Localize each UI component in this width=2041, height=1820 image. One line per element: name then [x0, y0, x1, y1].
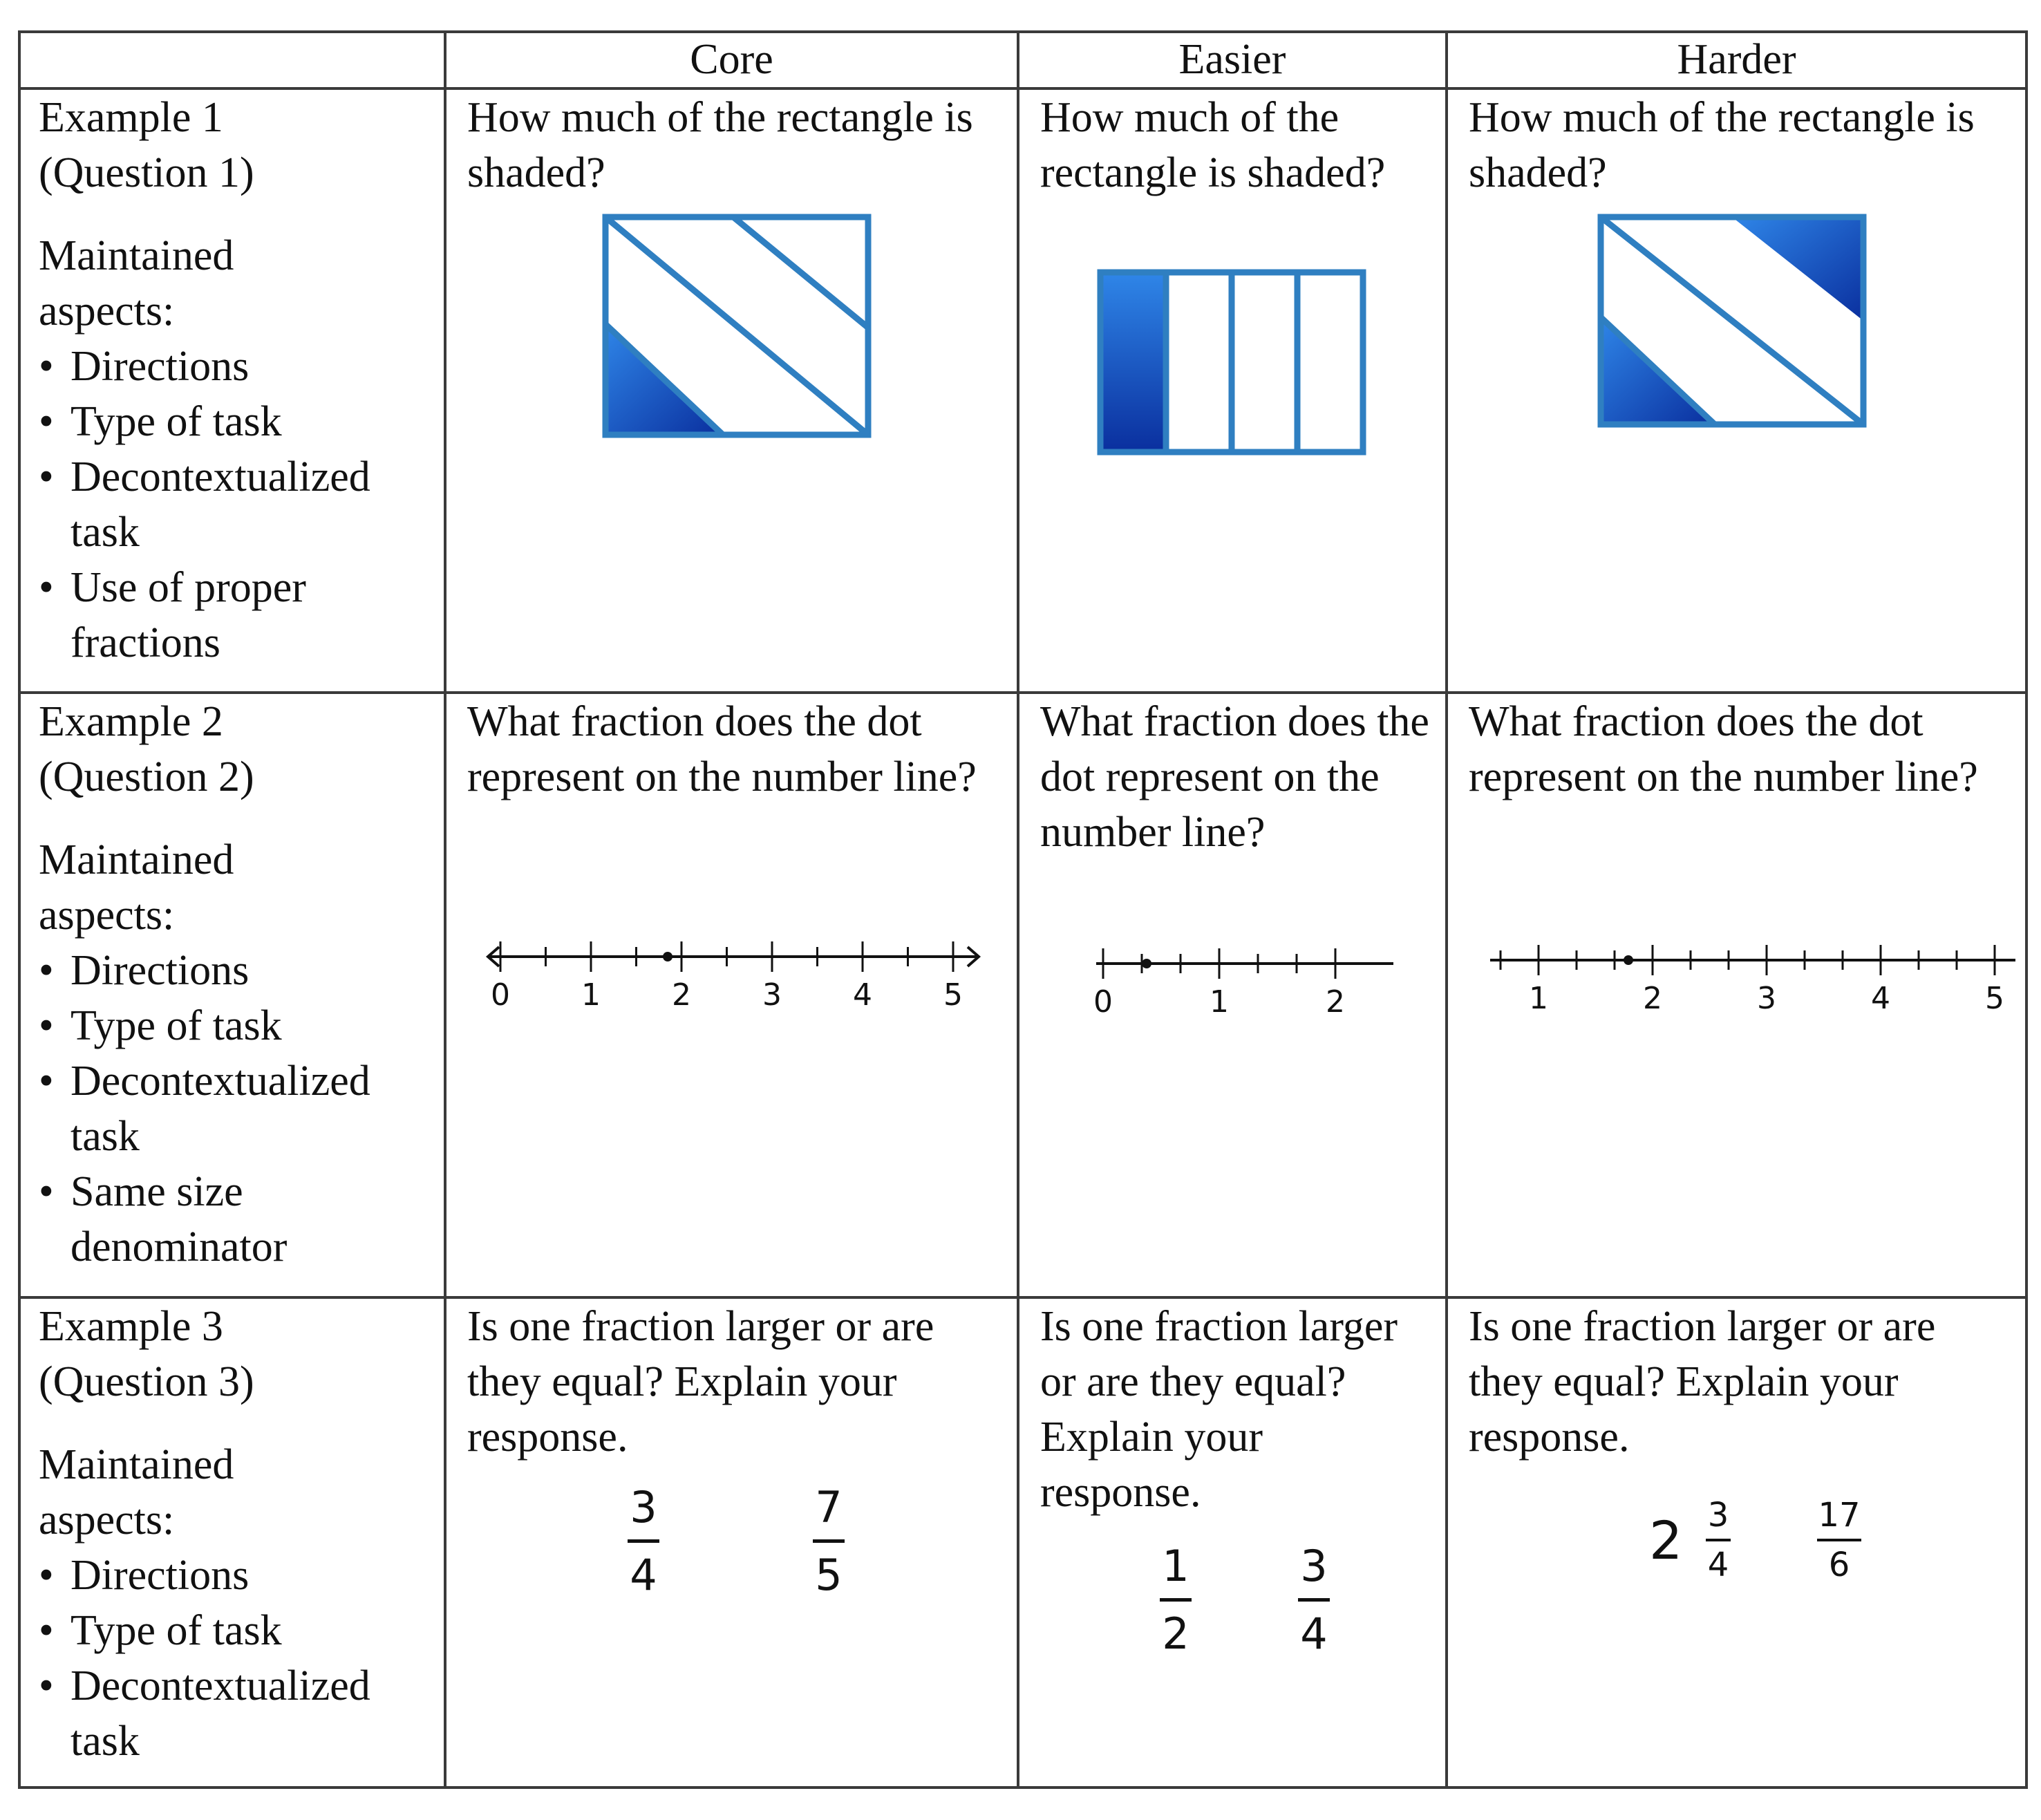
row-1-question-label: (Question 1) [39, 149, 254, 196]
aspect-item: • Type of task [39, 1603, 426, 1658]
header-core: Core [690, 36, 773, 83]
table-border-left [18, 30, 21, 1789]
row-3-easier-fraction-1 [1151, 1541, 1200, 1659]
number-line-tick-label: 0 [1093, 984, 1113, 1019]
header-harder: Harder [1677, 36, 1796, 83]
row-3-harder-fraction [1812, 1496, 1867, 1584]
row-2-core-question: What fraction does the dot represent on the number line? [467, 698, 977, 800]
row-1-label-cell [39, 90, 426, 670]
aspect-item: • Type of task [39, 394, 426, 449]
column-divider-2 [1017, 30, 1019, 1789]
row-1-aspect-list [39, 339, 426, 670]
aspect-item: • Directions [39, 1548, 426, 1603]
row-3-core-question: Is one fraction larger or are they equal? Explain your response. [467, 1303, 934, 1461]
aspect-item: • Use of proper fractions [39, 560, 375, 670]
denominator: 4 [630, 1550, 657, 1600]
row-3-core-fraction-2 [805, 1482, 853, 1600]
denominator: 5 [815, 1550, 843, 1600]
table-border-right [2025, 30, 2028, 1789]
denominator: 4 [1300, 1608, 1328, 1659]
denominator: 2 [1162, 1608, 1189, 1659]
number-line-tick-label: 0 [491, 977, 510, 1012]
row-3-easier-fraction-2 [1290, 1541, 1338, 1659]
aspect-item: • Decontextualized task [39, 1658, 395, 1769]
row-1-core-shaded-rectangle [599, 210, 875, 445]
row-3-harder-question: Is one fraction larger or are they equal? Explain your response. [1469, 1303, 1936, 1461]
aspect-item: • Directions [39, 339, 426, 394]
aspect-item: • Type of task [39, 998, 426, 1053]
row-1-maintained-title: Maintained aspects: [39, 232, 234, 335]
number-line-tick-label: 4 [1871, 981, 1890, 1015]
row-2-label-cell [39, 694, 426, 1275]
number-line-tick-label: 5 [1985, 981, 2004, 1015]
aspect-item: • Same size denominator [39, 1164, 361, 1275]
number-line-tick-label: 4 [853, 977, 872, 1012]
row-3-harder-mixed-whole: 2 [1649, 1510, 1683, 1571]
row-2-question-label: (Question 2) [39, 753, 254, 800]
number-line-tick-label: 1 [1210, 984, 1229, 1019]
numerator: 1 [1162, 1541, 1189, 1591]
number-line-dot [1624, 955, 1633, 965]
number-line-dot [1142, 959, 1151, 968]
row-1-core-question: How much of the rectangle is shaded? [467, 94, 973, 196]
number-line-dot [663, 952, 673, 961]
comparison-table [18, 30, 2028, 1789]
row-3-example-label: Example 3 [39, 1303, 223, 1350]
number-line-tick-label: 1 [1529, 981, 1548, 1015]
number-line-tick-label: 3 [762, 977, 782, 1012]
table-border-bottom [18, 1786, 2028, 1789]
number-line-tick-label: 2 [1326, 984, 1345, 1019]
row-3-question-label: (Question 3) [39, 1358, 254, 1405]
number-line-tick-label: 3 [1757, 981, 1776, 1015]
row-3-maintained-title: Maintained aspects: [39, 1441, 234, 1544]
aspect-item: • Decontextualized task [39, 449, 395, 560]
row-3-aspect-list [39, 1548, 426, 1769]
row-3-label-cell [39, 1299, 426, 1769]
header-easier: Easier [1178, 36, 1286, 83]
numerator: 3 [1300, 1541, 1328, 1591]
row-1-easier-shaded-rectangle [1093, 265, 1370, 459]
number-line-tick-label: 1 [581, 977, 601, 1012]
row-2-easier-number-line [1082, 908, 1400, 1019]
row-2-harder-number-line [1476, 905, 2022, 1015]
number-line-tick-label: 5 [943, 977, 963, 1012]
row-3-easier-question: Is one fraction larger or are they equal? Explain your response. [1040, 1303, 1398, 1516]
number-line-tick-label: 2 [672, 977, 691, 1012]
row-2-example-label: Example 2 [39, 698, 223, 745]
column-divider-3 [1445, 30, 1448, 1789]
row-2-maintained-title: Maintained aspects: [39, 836, 234, 939]
aspect-item: • Decontextualized task [39, 1053, 395, 1164]
numerator: 3 [630, 1482, 657, 1532]
row-1-example-label: Example 1 [39, 94, 223, 141]
numerator: 3 [1707, 1496, 1729, 1535]
column-divider-1 [444, 30, 446, 1789]
denominator: 6 [1828, 1546, 1850, 1584]
row-3-harder-mixed-fraction [1697, 1496, 1739, 1584]
row-1-easier-question: How much of the rectangle is shaded? [1040, 94, 1386, 196]
number-line-tick-label: 2 [1643, 981, 1662, 1015]
row-2-aspect-list [39, 943, 426, 1275]
row-2-easier-question: What fraction does the dot represent on the number line? [1040, 698, 1429, 856]
row-3-core-fraction-1 [619, 1482, 668, 1600]
row-2-harder-question: What fraction does the dot represent on the number line? [1469, 698, 1978, 800]
row-1-harder-shaded-rectangle [1594, 210, 1870, 431]
row-2-core-number-line [474, 901, 999, 1012]
aspect-item: • Directions [39, 943, 426, 998]
numerator: 17 [1818, 1496, 1861, 1535]
numerator: 7 [815, 1482, 843, 1532]
denominator: 4 [1707, 1546, 1729, 1584]
row-1-harder-question: How much of the rectangle is shaded? [1469, 94, 1975, 196]
